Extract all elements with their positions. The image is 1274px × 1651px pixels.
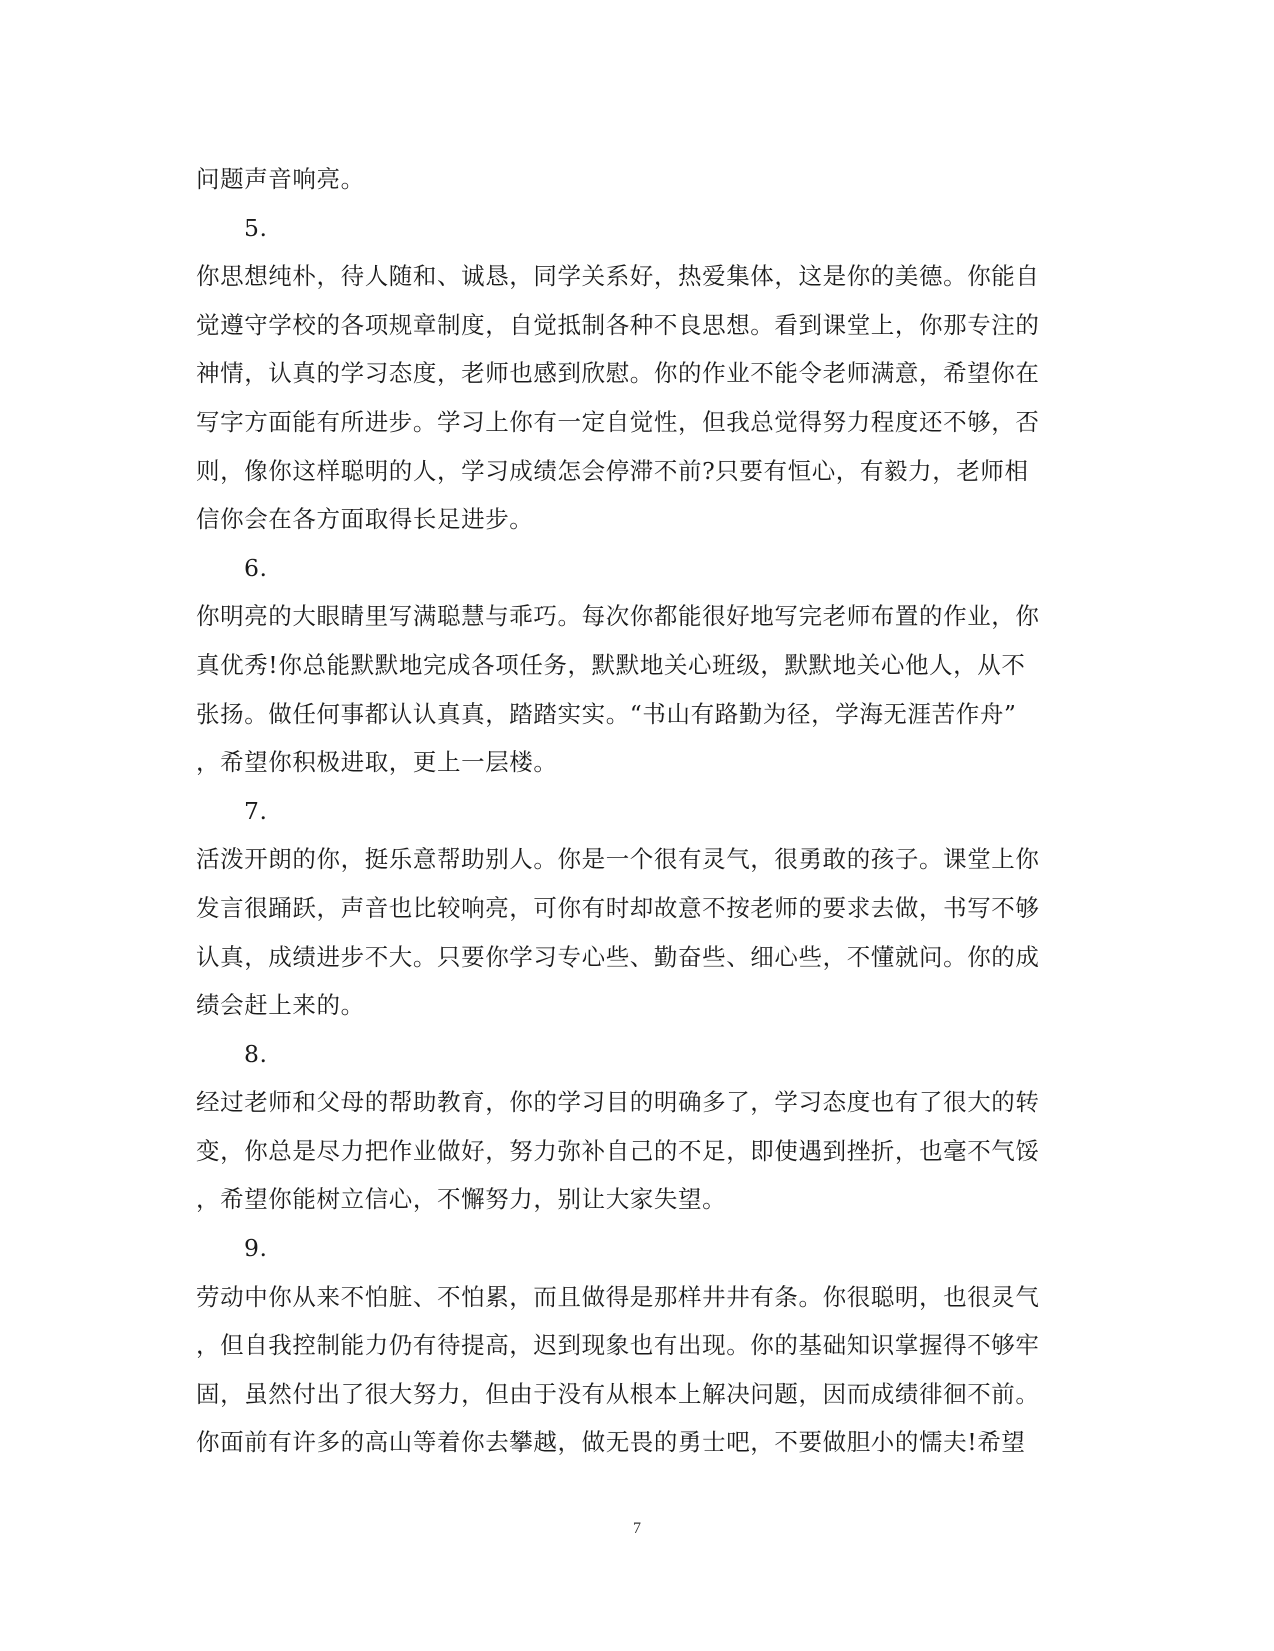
page-number: 7 bbox=[633, 1520, 641, 1537]
text-line: 写字方面能有所进步。学习上你有一定自觉性，但我总觉得努力程度还不够，否 bbox=[196, 407, 1040, 436]
item-number: 7. bbox=[244, 796, 268, 825]
item-number: 8. bbox=[244, 1039, 268, 1068]
text-line: 固，虽然付出了很大努力，但由于没有从根本上解决问题，因而成绩徘徊不前。 bbox=[196, 1379, 1040, 1408]
text-line: 经过老师和父母的帮助教育，你的学习目的明确多了，学习态度也有了很大的转 bbox=[196, 1088, 1040, 1117]
text-line: 绩会赶上来的。 bbox=[196, 991, 365, 1020]
text-line: ，希望你能树立信心，不懈努力，别让大家失望。 bbox=[196, 1185, 727, 1214]
text-line: 发言很踊跃，声音也比较响亮，可你有时却故意不按老师的要求去做，书写不够 bbox=[196, 893, 1040, 922]
text-line: 觉遵守学校的各项规章制度，自觉抵制各种不良思想。看到课堂上，你那专注的 bbox=[196, 310, 1040, 339]
text-line: 认真，成绩进步不大。只要你学习专心些、勤奋些、细心些，不懂就问。你的成 bbox=[196, 942, 1040, 971]
text-line: 劳动中你从来不怕脏、不怕累，而且做得是那样井井有条。你很聪明，也很灵气 bbox=[196, 1282, 1040, 1311]
item-number: 9. bbox=[244, 1234, 268, 1263]
text-line: 神情，认真的学习态度，老师也感到欣慰。你的作业不能令老师满意，希望你在 bbox=[196, 359, 1040, 388]
text-line: 张扬。做任何事都认认真真，踏踏实实。“书山有路勤为径，学海无涯苦作舟” bbox=[196, 699, 1017, 728]
text-line: ，希望你积极进取，更上一层楼。 bbox=[196, 748, 558, 777]
text-line: 真优秀!你总能默默地完成各项任务，默默地关心班级，默默地关心他人，从不 bbox=[196, 650, 1026, 679]
text-line: 你面前有许多的高山等着你去攀越，做无畏的勇士吧，不要做胆小的懦夫!希望 bbox=[196, 1428, 1026, 1457]
text-line: 你思想纯朴，待人随和、诚恳，同学关系好，热爱集体，这是你的美德。你能自 bbox=[196, 262, 1040, 291]
text-line: 你明亮的大眼睛里写满聪慧与乖巧。每次你都能很好地写完老师布置的作业，你 bbox=[196, 602, 1040, 631]
document-body bbox=[196, 155, 1076, 1467]
text-line: 问题声音响亮。 bbox=[196, 165, 365, 193]
text-line: 信你会在各方面取得长足进步。 bbox=[196, 505, 534, 534]
item-number: 6. bbox=[244, 553, 268, 582]
text-line: 则，像你这样聪明的人，学习成绩怎会停滞不前?只要有恒心，有毅力，老师相 bbox=[196, 456, 1029, 485]
text-line: 活泼开朗的你，挺乐意帮助别人。你是一个很有灵气，很勇敢的孩子。课堂上你 bbox=[196, 845, 1040, 874]
text-line: 变，你总是尽力把作业做好，努力弥补自己的不足，即使遇到挫折，也毫不气馁 bbox=[196, 1136, 1040, 1165]
text-line: ，但自我控制能力仍有待提高，迟到现象也有出现。你的基础知识掌握得不够牢 bbox=[196, 1331, 1040, 1360]
item-number: 5. bbox=[244, 213, 268, 242]
